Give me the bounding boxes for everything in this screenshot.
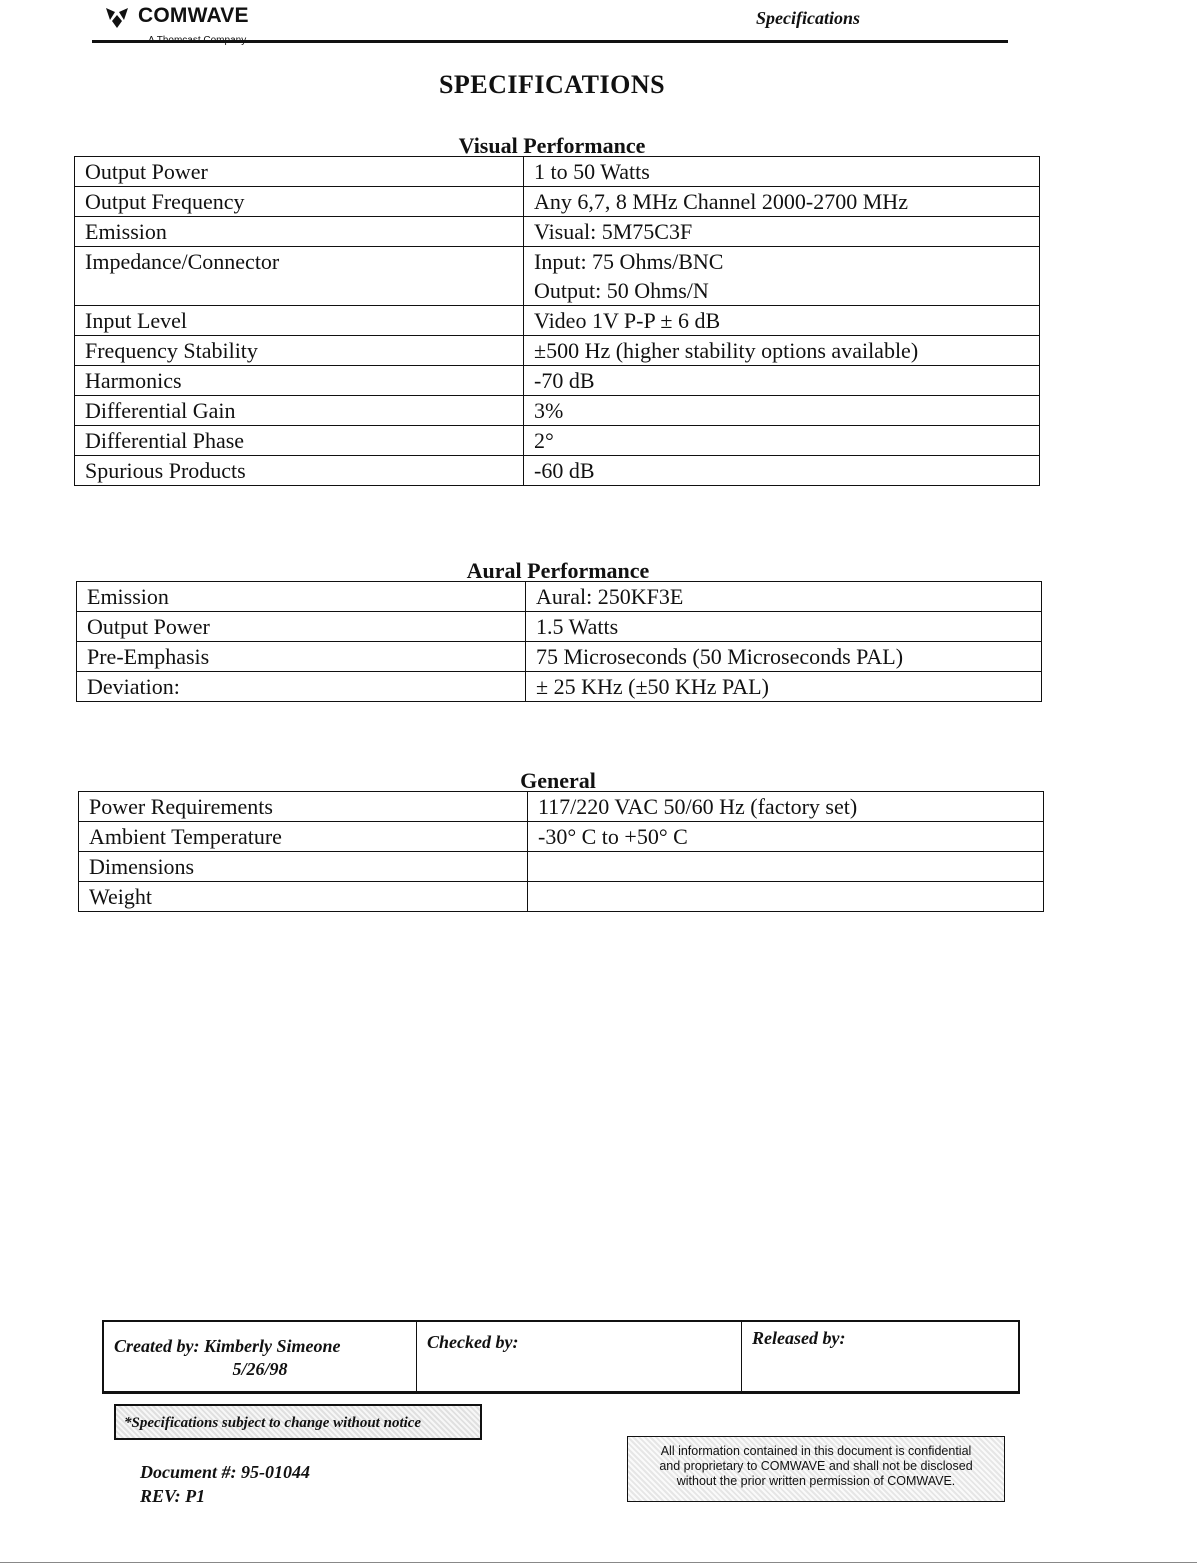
spec-value: 75 Microseconds (50 Microseconds PAL) xyxy=(526,642,1042,672)
spec-label: Pre-Emphasis xyxy=(77,642,526,672)
table-row xyxy=(75,306,1040,336)
visual-performance-table xyxy=(74,156,1040,486)
spec-label: Differential Phase xyxy=(75,426,524,456)
created-by-cell xyxy=(103,1321,417,1393)
confidential-line: without the prior written permission of COMWAVE. xyxy=(676,1474,956,1488)
change-notice: *Specifications subject to change without notice xyxy=(114,1404,482,1440)
spec-label: Output Power xyxy=(75,157,524,187)
visual-performance-heading: Visual Performance xyxy=(458,133,646,158)
spec-label: Dimensions xyxy=(79,852,528,882)
spec-value xyxy=(524,247,1040,306)
table-row xyxy=(75,247,1040,306)
brand-name: COMWAVE xyxy=(138,4,249,27)
table-row xyxy=(75,366,1040,396)
table-row xyxy=(75,187,1040,217)
table-row xyxy=(79,792,1044,822)
spec-value xyxy=(528,852,1044,882)
table-row xyxy=(77,642,1042,672)
table-row xyxy=(75,396,1040,426)
confidentiality-notice xyxy=(627,1436,1005,1502)
spec-value-line: Input: 75 Ohms/BNC xyxy=(534,249,724,274)
table-row xyxy=(75,217,1040,247)
spec-value: 1 to 50 Watts xyxy=(524,157,1040,187)
spec-value: -30° C to +50° C xyxy=(528,822,1044,852)
spec-label: Output Power xyxy=(77,612,526,642)
table-row xyxy=(75,336,1040,366)
checked-by: Checked by: xyxy=(427,1332,519,1352)
spec-label: Ambient Temperature xyxy=(79,822,528,852)
table-row xyxy=(103,1321,1019,1393)
spec-value: Aural: 250KF3E xyxy=(526,582,1042,612)
spec-label: Emission xyxy=(77,582,526,612)
created-by: Created by: Kimberly Simeone xyxy=(114,1336,341,1356)
spec-label: Input Level xyxy=(75,306,524,336)
table-row xyxy=(79,852,1044,882)
spec-value: Video 1V P-P ± 6 dB xyxy=(524,306,1040,336)
spec-value: -60 dB xyxy=(524,456,1040,486)
released-by-cell xyxy=(742,1321,1020,1393)
bottom-rule xyxy=(0,1562,1197,1563)
revision: REV: P1 xyxy=(140,1486,206,1506)
table-row xyxy=(75,426,1040,456)
spec-label: Deviation: xyxy=(77,672,526,702)
page-title: SPECIFICATIONS xyxy=(438,70,666,99)
spec-value: 2° xyxy=(524,426,1040,456)
aural-performance-table xyxy=(76,581,1042,702)
header-section-label: Specifications xyxy=(756,8,860,28)
table-row xyxy=(77,672,1042,702)
header-rule xyxy=(92,40,1008,43)
spec-value: 3% xyxy=(524,396,1040,426)
general-heading: General xyxy=(520,768,596,793)
general-table xyxy=(78,791,1044,912)
spec-label: Spurious Products xyxy=(75,456,524,486)
confidential-line: and proprietary to COMWAVE and shall not be disclosed xyxy=(659,1459,973,1473)
brand-tagline: A Thomcast Company xyxy=(148,35,247,46)
spec-value: Visual: 5M75C3F xyxy=(524,217,1040,247)
table-row xyxy=(75,157,1040,187)
table-row xyxy=(79,822,1044,852)
spec-value: -70 dB xyxy=(524,366,1040,396)
spec-value xyxy=(528,882,1044,912)
document-number: Document #: 95-01044 xyxy=(140,1462,310,1482)
table-row xyxy=(77,582,1042,612)
checked-by-cell xyxy=(417,1321,742,1393)
spec-label: Weight xyxy=(79,882,528,912)
spec-value: ± 25 KHz (±50 KHz PAL) xyxy=(526,672,1042,702)
spec-label: Frequency Stability xyxy=(75,336,524,366)
spec-label: Power Requirements xyxy=(79,792,528,822)
spec-label: Harmonics xyxy=(75,366,524,396)
table-row xyxy=(77,612,1042,642)
signoff-table xyxy=(102,1320,1020,1394)
spec-value: ±500 Hz (higher stability options available) xyxy=(524,336,1040,366)
spec-label: Emission xyxy=(75,217,524,247)
spec-value: 1.5 Watts xyxy=(526,612,1042,642)
confidential-line: All information contained in this document is confidential xyxy=(660,1444,972,1458)
table-row xyxy=(75,456,1040,486)
table-row xyxy=(79,882,1044,912)
spec-label: Differential Gain xyxy=(75,396,524,426)
comwave-logo-icon xyxy=(104,6,130,30)
spec-label: Output Frequency xyxy=(75,187,524,217)
spec-value: Any 6,7, 8 MHz Channel 2000-2700 MHz xyxy=(524,187,1040,217)
spec-value: 117/220 VAC 50/60 Hz (factory set) xyxy=(528,792,1044,822)
aural-performance-heading: Aural Performance xyxy=(466,558,650,583)
spec-value-line: Output: 50 Ohms/N xyxy=(534,278,709,303)
released-by: Released by: xyxy=(752,1328,846,1348)
created-date: 5/26/98 xyxy=(232,1359,288,1379)
spec-label: Impedance/Connector xyxy=(75,247,524,306)
